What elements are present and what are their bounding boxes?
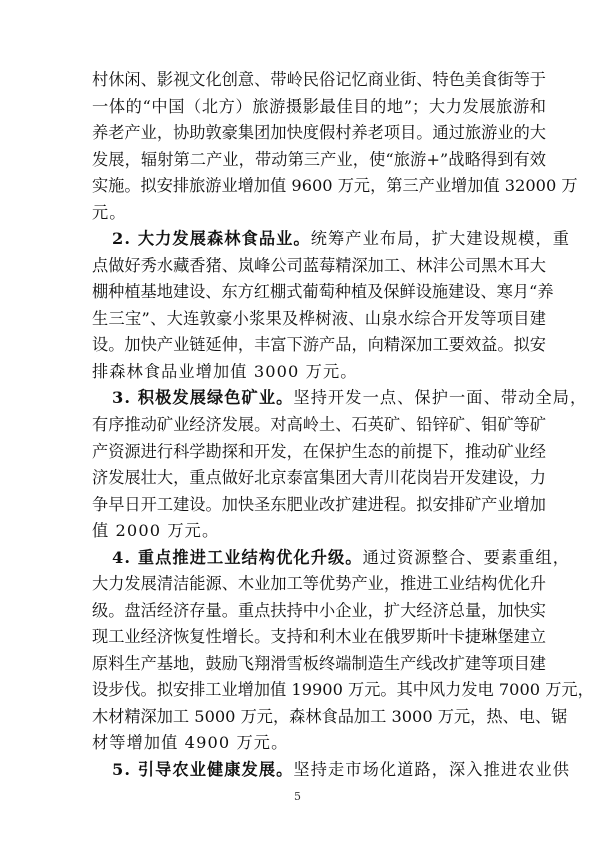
section-heading: 4. 重点推进工业结构优化升级。 (112, 548, 363, 567)
body-text-line: 一体的“中国（北方）旅游摄影最佳目的地”；大力发展旅游和 (92, 97, 546, 116)
body-text-line: 争早日开工建设。加快圣东肥业改扩建进程。拟安排矿产业增加 (92, 495, 546, 514)
body-text-line: 现工业经济恢复性增长。支持和利木业在俄罗斯叶卡捷琳堡建立 (92, 627, 546, 646)
body-text-line: 原料生产基地，鼓励飞翔滑雪板终端制造生产线改扩建等项目建 (92, 654, 546, 673)
body-text-line: 材等增加值 4900 万元。 (92, 733, 289, 752)
body-text: 坚持开发一点、保护一面、带动全局， (293, 388, 588, 407)
body-text: 统筹产业布局，扩大建设规模，重 (310, 229, 571, 248)
body-text: 坚持走市场化道路，深入推进农业供 (293, 760, 571, 779)
body-text-line: 设步伐。拟安排工业增加值 19900 万元。其中风力发电 7000 万元， (92, 680, 594, 699)
body-text-line: 发展，辐射第二产业，带动第三产业，使“旅游+”战略得到有效 (92, 150, 546, 169)
body-text-line: 产资源进行科学勘探和开发，在保护生态的前提下，推动矿业经 (92, 442, 546, 461)
paragraph-first-line (112, 386, 588, 410)
body-text-line: 木材精深加工 5000 万元，森林食品加工 3000 万元，热、电、锯 (92, 707, 568, 726)
body-text-line: 有序推动矿业经济发展。对高岭土、石英矿、铅锌矿、钼矿等矿 (92, 415, 546, 434)
body-text-line: 实施。拟安排旅游业增加值 9600 万元，第三产业增加值 32000 万 (92, 176, 578, 195)
body-text: 通过资源整合、要素重组， (362, 548, 571, 567)
paragraph-first-line (112, 227, 571, 251)
section-heading: 5. 引导农业健康发展。 (112, 760, 294, 779)
body-text-line: 点做好秀水藏香猪、岚峰公司蓝莓精深加工、林沣公司黑木耳大 (92, 256, 546, 275)
body-text-line: 设。加快产业链延伸，丰富下游产品，向精深加工要效益。拟安 (92, 335, 546, 354)
section-heading: 2. 大力发展森林食品业。 (112, 229, 311, 248)
body-text-line: 生三宝”、大连敦豪小浆果及桦树液、山泉水综合开发等项目建 (92, 309, 546, 328)
body-text-line: 大力发展清洁能源、木业加工等优势产业，推进工业结构优化升 (92, 574, 546, 593)
body-text-line: 养老产业，协助敦豪集团加快度假村养老项目。通过旅游业的大 (92, 123, 546, 142)
body-text-line: 排森林食品业增加值 3000 万元。 (92, 362, 358, 381)
page-number: 5 (294, 790, 301, 803)
paragraph-first-line (112, 546, 571, 570)
paragraph-first-line (112, 758, 571, 782)
body-text-line: 元。 (92, 203, 127, 222)
body-text-line: 棚种植基地建设、东方红棚式葡萄种植及保鲜设施建设、寒月“养 (92, 282, 554, 301)
section-heading: 3. 积极发展绿色矿业。 (112, 388, 294, 407)
body-text-line: 值 2000 万元。 (92, 521, 220, 540)
body-text-line: 村休闲、影视文化创意、带岭民俗记忆商业街、特色美食街等于 (92, 70, 546, 89)
body-text-line: 济发展壮大，重点做好北京泰富集团大青川花岗岩开发建设，力 (92, 468, 546, 487)
body-text-line: 级。盘活经济存量。重点扶持中小企业，扩大经济总量，加快实 (92, 601, 546, 620)
